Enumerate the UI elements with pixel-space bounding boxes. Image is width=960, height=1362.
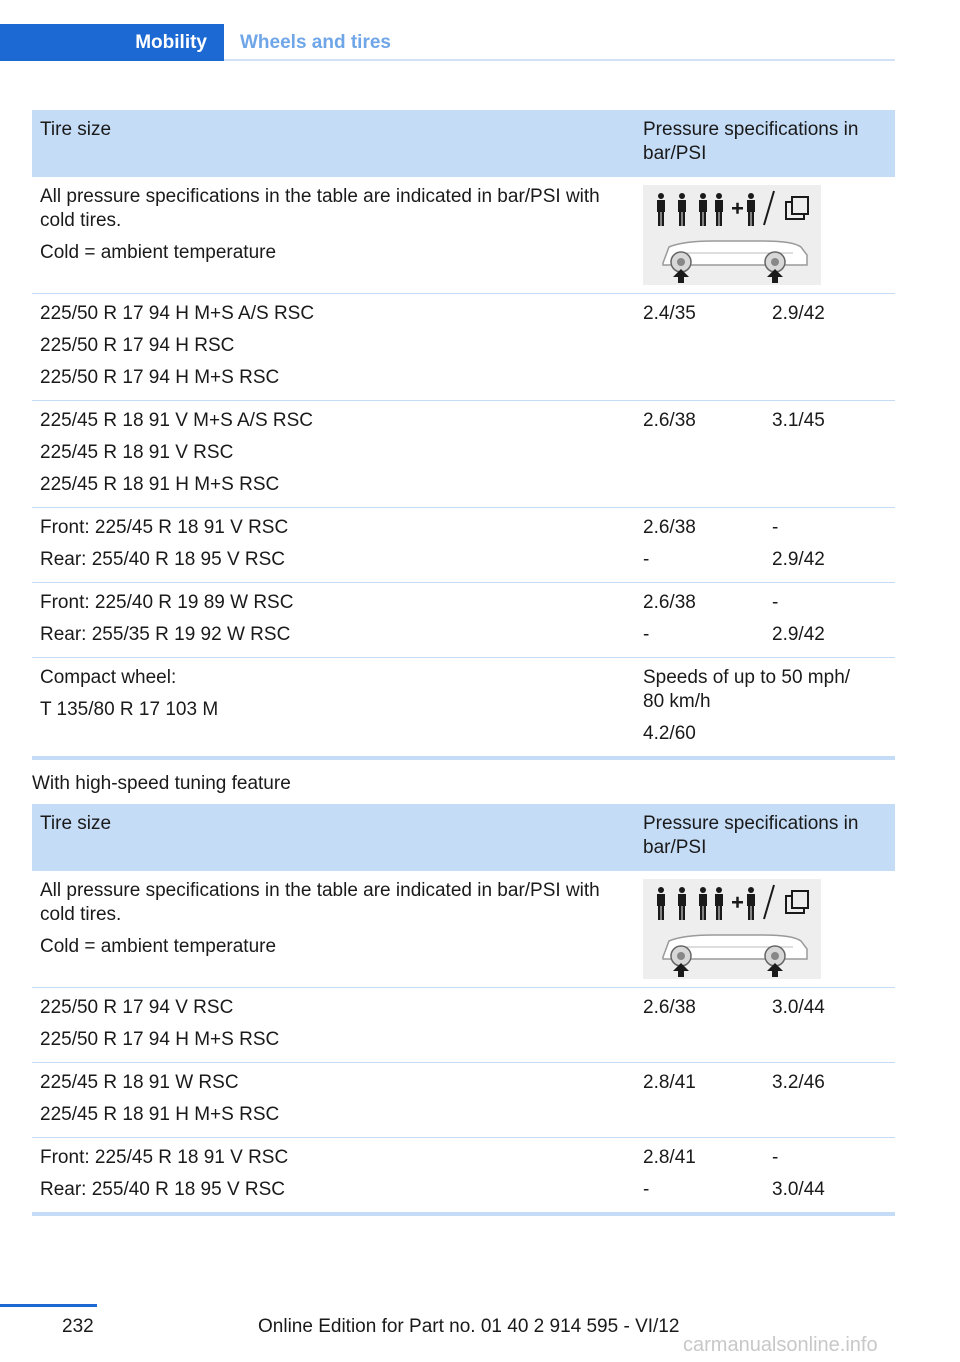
tire-size: Rear: 255/35 R 19 92 W RSC (40, 624, 291, 645)
tire-size: Compact wheel: (40, 667, 177, 688)
section-tab: Mobility (0, 24, 224, 61)
pressure-value: 2.8/41 (643, 1147, 696, 1168)
pressure-value: - (772, 1147, 779, 1168)
tire-size-cell (32, 658, 635, 759)
table-row (32, 401, 895, 508)
pressure-cell-2 (764, 1063, 895, 1138)
col-pressure: Pressure specifications in bar/PSI (635, 804, 895, 871)
tire-size: 225/50 R 17 94 H M+S A/S RSC (40, 303, 315, 324)
tire-pressure-table-high-speed (32, 804, 895, 1216)
pressure-cell-2 (764, 583, 895, 658)
pressure-value: 3.0/44 (772, 997, 825, 1018)
pressure-value: 3.2/46 (772, 1072, 825, 1093)
speed-note: Speeds of up to 50 mph/ 80 km/h (643, 667, 851, 712)
tire-size-cell (32, 508, 635, 583)
table-row (32, 508, 895, 583)
edition-text: Online Edition for Part no. 01 40 2 914 595 - VI/12 (258, 1316, 680, 1337)
pressure-cell-1 (635, 1063, 764, 1138)
col-tire-size: Tire size (32, 804, 635, 871)
tire-size-cell (32, 1138, 635, 1215)
tire-size: 225/50 R 17 94 H M+S RSC (40, 1029, 280, 1050)
tire-size: Rear: 255/40 R 18 95 V RSC (40, 549, 286, 570)
note-row (32, 871, 895, 988)
pressure-cell-2 (764, 508, 895, 583)
pressure-cell-2 (764, 988, 895, 1063)
tire-size: 225/50 R 17 94 V RSC (40, 997, 234, 1018)
tire-size-cell (32, 294, 635, 401)
pressure-value: 3.0/44 (772, 1179, 825, 1200)
header-rule (224, 59, 895, 61)
tire-size: 225/45 R 18 91 V M+S A/S RSC (40, 410, 314, 431)
pressure-value: 2.9/42 (772, 624, 825, 645)
watermark: carmanualsonline.info (683, 1334, 878, 1356)
occupants-luggage-car-load-icon (643, 185, 821, 285)
tire-size: 225/45 R 18 91 H M+S RSC (40, 1104, 280, 1125)
table-row (32, 583, 895, 658)
pressure-value: - (643, 549, 650, 570)
pressure-value: 2.6/38 (643, 410, 696, 431)
pressure-value: 2.6/38 (643, 592, 696, 613)
tire-pressure-table (32, 110, 895, 760)
table-row (32, 988, 895, 1063)
compact-pressure-cell (635, 658, 895, 759)
tire-size: 225/50 R 17 94 H M+S RSC (40, 367, 280, 388)
pressure-cell-1 (635, 583, 764, 658)
tire-size: T 135/80 R 17 103 M (40, 699, 219, 720)
tire-size-cell (32, 583, 635, 658)
pressure-cell-1 (635, 401, 764, 508)
table-row (32, 1063, 895, 1138)
note-line: All pressure specifications in the table are indicated in bar/PSI with cold tires. (40, 880, 600, 925)
note-line: All pressure specifications in the table are indicated in bar/PSI with cold tires. (40, 186, 600, 231)
pressure-cell-1 (635, 988, 764, 1063)
table-row (32, 1138, 895, 1215)
table-caption: With high-speed tuning feature (32, 773, 291, 794)
pressure-cell-1 (635, 294, 764, 401)
subsection-tab: Wheels and tires (240, 31, 391, 53)
pressure-cell-1 (635, 508, 764, 583)
col-tire-size: Tire size (32, 110, 635, 177)
tire-size: 225/50 R 17 94 H RSC (40, 335, 235, 356)
pressure-value: - (772, 517, 779, 538)
note-cell (32, 177, 635, 294)
tire-size-cell (32, 401, 635, 508)
tire-size-cell (32, 1063, 635, 1138)
note-line: Cold = ambient temperature (40, 936, 277, 957)
pressure-value: - (643, 624, 650, 645)
pressure-value: 2.9/42 (772, 549, 825, 570)
tire-size: Rear: 255/40 R 18 95 V RSC (40, 1179, 286, 1200)
col-pressure: Pressure specifications in bar/PSI (635, 110, 895, 177)
icon-cell (635, 871, 895, 988)
tire-size: Front: 225/45 R 18 91 V RSC (40, 517, 289, 538)
tire-size: Front: 225/40 R 19 89 W RSC (40, 592, 294, 613)
table-row (32, 294, 895, 401)
pressure-value: - (643, 1179, 650, 1200)
tire-size: 225/45 R 18 91 W RSC (40, 1072, 239, 1093)
note-line: Cold = ambient temperature (40, 242, 277, 263)
pressure-cell-2 (764, 294, 895, 401)
pressure-value: 2.6/38 (643, 997, 696, 1018)
pressure-value: 2.6/38 (643, 517, 696, 538)
pressure-cell-1 (635, 1138, 764, 1215)
note-row (32, 177, 895, 294)
footer-rule (0, 1304, 97, 1307)
note-cell (32, 871, 635, 988)
occupants-luggage-car-load-icon (643, 879, 821, 979)
tire-size: 225/45 R 18 91 H M+S RSC (40, 474, 280, 495)
page-header (0, 24, 895, 61)
tire-size: Front: 225/45 R 18 91 V RSC (40, 1147, 289, 1168)
pressure-cell-2 (764, 1138, 895, 1215)
page-number: 232 (62, 1316, 94, 1337)
tire-size-cell (32, 988, 635, 1063)
icon-cell (635, 177, 895, 294)
pressure-value: 2.8/41 (643, 1072, 696, 1093)
pressure-value: 4.2/60 (643, 723, 696, 744)
pressure-value: 2.9/42 (772, 303, 825, 324)
pressure-value: 2.4/35 (643, 303, 696, 324)
compact-wheel-row (32, 658, 895, 759)
pressure-value: - (772, 592, 779, 613)
pressure-value: 3.1/45 (772, 410, 825, 431)
pressure-cell-2 (764, 401, 895, 508)
tire-size: 225/45 R 18 91 V RSC (40, 442, 234, 463)
